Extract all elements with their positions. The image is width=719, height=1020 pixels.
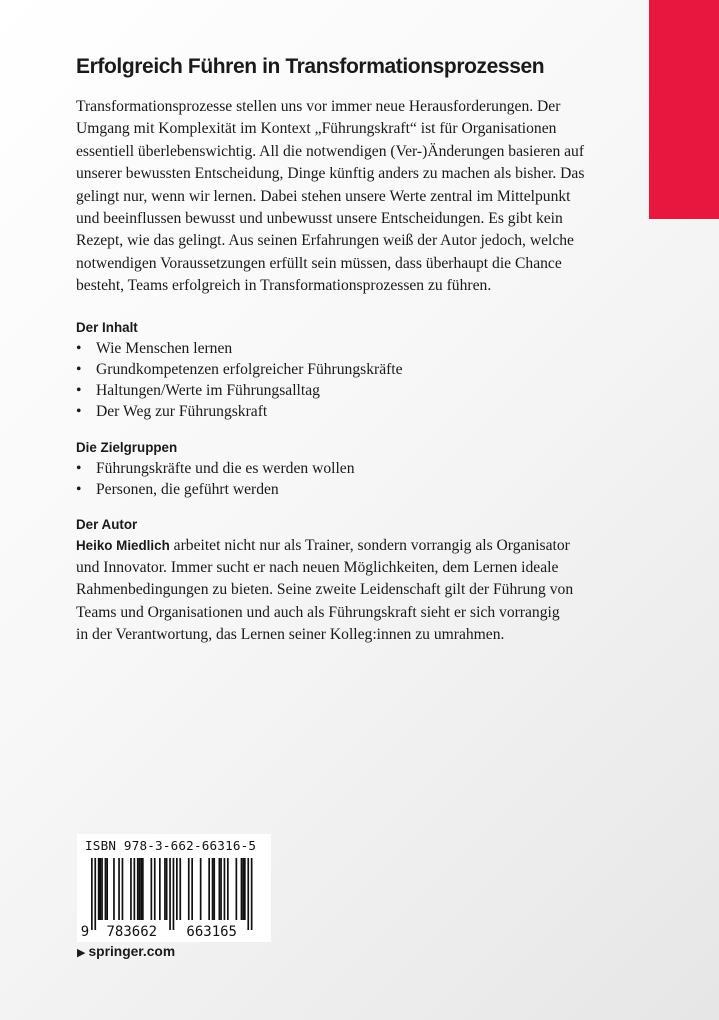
intro-line: Transformationsprozesse stellen uns vor immer neue Herausforderungen. Der (76, 98, 561, 115)
intro-paragraph (76, 96, 636, 298)
barcode-bar (91, 858, 93, 930)
bullet-icon: • (76, 360, 82, 378)
barcode-bar (219, 858, 221, 920)
barcode-bar (164, 858, 166, 920)
section-heading: Der Autor (76, 516, 138, 532)
barcode-bar (213, 858, 215, 920)
barcode-bar (142, 858, 144, 920)
list-item (76, 401, 636, 422)
barcode-bar (139, 858, 141, 920)
barcode-bar (106, 858, 108, 920)
inhalt-list (76, 338, 636, 422)
barcode-bar (159, 858, 161, 920)
barcode-bar (94, 858, 96, 930)
intro-line: besteht, Teams erfolgreich in Transformationsprozessen zu führen. (76, 277, 492, 295)
barcode-bar (191, 858, 193, 920)
list-item-text: Wie Menschen lernen (96, 339, 233, 357)
author-line: in der Verantwortung, das Lernen seiner Kolleg:innen zu umrahmen. (76, 626, 505, 644)
barcode-graphic (77, 834, 271, 942)
author-line: und Innovator. Immer sucht er nach neuen Möglichkeiten, dem Lernen ideale (76, 559, 559, 577)
isbn-label: ISBN 978-3-662-66316-5 (85, 838, 257, 853)
list-item-text: Der Weg zur Führungskraft (96, 402, 268, 420)
barcode-bar (179, 858, 181, 920)
intro-line: essentiell überlebenswichtig. All die notwendigen (Ver-)Änderungen basieren auf (76, 142, 585, 160)
barcode-bar (208, 858, 210, 920)
barcode-bar (154, 858, 156, 920)
barcode-digits: 783662 (106, 924, 158, 940)
barcode-bar (118, 858, 120, 920)
intro-line: gelingt nur, wenn wir lernen. Dabei stehen unsere Werte zentral im Mittelpunkt (76, 187, 571, 205)
list-item (76, 458, 636, 479)
barcode-bar (176, 858, 178, 920)
barcode-bar (200, 858, 202, 920)
section-heading: Die Zielgruppen (76, 439, 178, 455)
author-line: Rahmenbedingungen zu bieten. Seine zweite Leidenschaft gilt der Führung von (76, 581, 574, 599)
section-inhalt (76, 318, 636, 422)
barcode-bar (140, 858, 142, 920)
barcode-bar (242, 858, 244, 920)
section-heading: Der Inhalt (76, 319, 138, 335)
barcode-digits: 663165 (186, 924, 237, 940)
list-item-text: Führungskräfte und die es werden wollen (96, 459, 355, 477)
list-item (76, 359, 636, 380)
barcode-bar (130, 858, 132, 920)
intro-line: und beeinflussen bewusst und unbewusst unsere Entscheidungen. Es gibt kein (76, 210, 563, 228)
section-autor (76, 515, 636, 647)
list-item (76, 338, 636, 359)
list-item-text: Grundkompetenzen erfolgreicher Führungskräfte (96, 360, 403, 378)
arrow-right-icon: ▶ (77, 947, 86, 959)
barcode-bar (137, 858, 139, 920)
barcode-bar (188, 858, 190, 920)
bullet-icon: • (76, 381, 82, 399)
author-name: Heiko Miedlich (76, 537, 170, 553)
barcode-bar (236, 858, 238, 920)
barcode-bar (241, 858, 243, 920)
barcode-bar (101, 858, 103, 920)
barcode-bar (247, 858, 249, 930)
barcode-bar (134, 858, 136, 920)
barcode-bar (113, 858, 115, 920)
barcode-bar (251, 858, 253, 930)
zielgruppen-list (76, 458, 636, 500)
barcode-bar (227, 858, 229, 920)
list-item (76, 380, 636, 401)
publisher-url: springer.com (88, 944, 176, 959)
barcode-bar (100, 858, 102, 920)
author-line: Teams und Organisationen und auch als Führungskraft sieht er sich vorrangig (76, 603, 560, 621)
author-line: arbeitet nicht nur als Trainer, sondern vorrangig als Organisator (169, 536, 570, 554)
book-title: Erfolgreich Führen in Transformationsprozessen (76, 55, 545, 78)
barcode-bar (98, 858, 100, 920)
bullet-icon: • (76, 402, 82, 420)
list-item (76, 479, 636, 500)
barcode-bar (244, 858, 246, 920)
barcode-bar (166, 858, 168, 920)
barcode-bar (212, 858, 214, 920)
barcode-bar (105, 858, 107, 920)
bullet-icon: • (76, 339, 82, 357)
intro-line: unserer bewussten Entscheidung, Dinge künftig anders zu machen als bisher. Das (76, 165, 585, 183)
barcode-bar (122, 858, 124, 920)
barcode-bar (169, 858, 171, 930)
bullet-icon: • (76, 480, 82, 498)
publisher-link[interactable] (77, 944, 175, 959)
list-item-text: Personen, die geführt werden (96, 480, 279, 498)
barcode-bar (224, 858, 226, 920)
barcode-digits: 9 (80, 924, 90, 940)
intro-line: Rezept, wie das gelingt. Aus seinen Erfahrungen weiß der Autor jedoch, welche (76, 232, 574, 250)
section-zielgruppen (76, 438, 636, 500)
accent-band (649, 0, 719, 219)
back-cover-content (76, 50, 636, 647)
barcode-bar (151, 858, 153, 920)
list-item-text: Haltungen/Werte im Führungsalltag (96, 381, 320, 399)
author-paragraph (76, 535, 636, 647)
intro-line: notwendigen Voraussetzungen erfüllt sein müssen, dass überhaupt die Chance (76, 254, 562, 272)
intro-line: Umgang mit Komplexität im Kontext „Führungskraft“ ist für Organisationen (76, 120, 557, 138)
barcode-bar (173, 858, 175, 930)
bullet-icon: • (76, 459, 82, 477)
barcode-bar (220, 858, 222, 920)
isbn-barcode (77, 834, 271, 942)
